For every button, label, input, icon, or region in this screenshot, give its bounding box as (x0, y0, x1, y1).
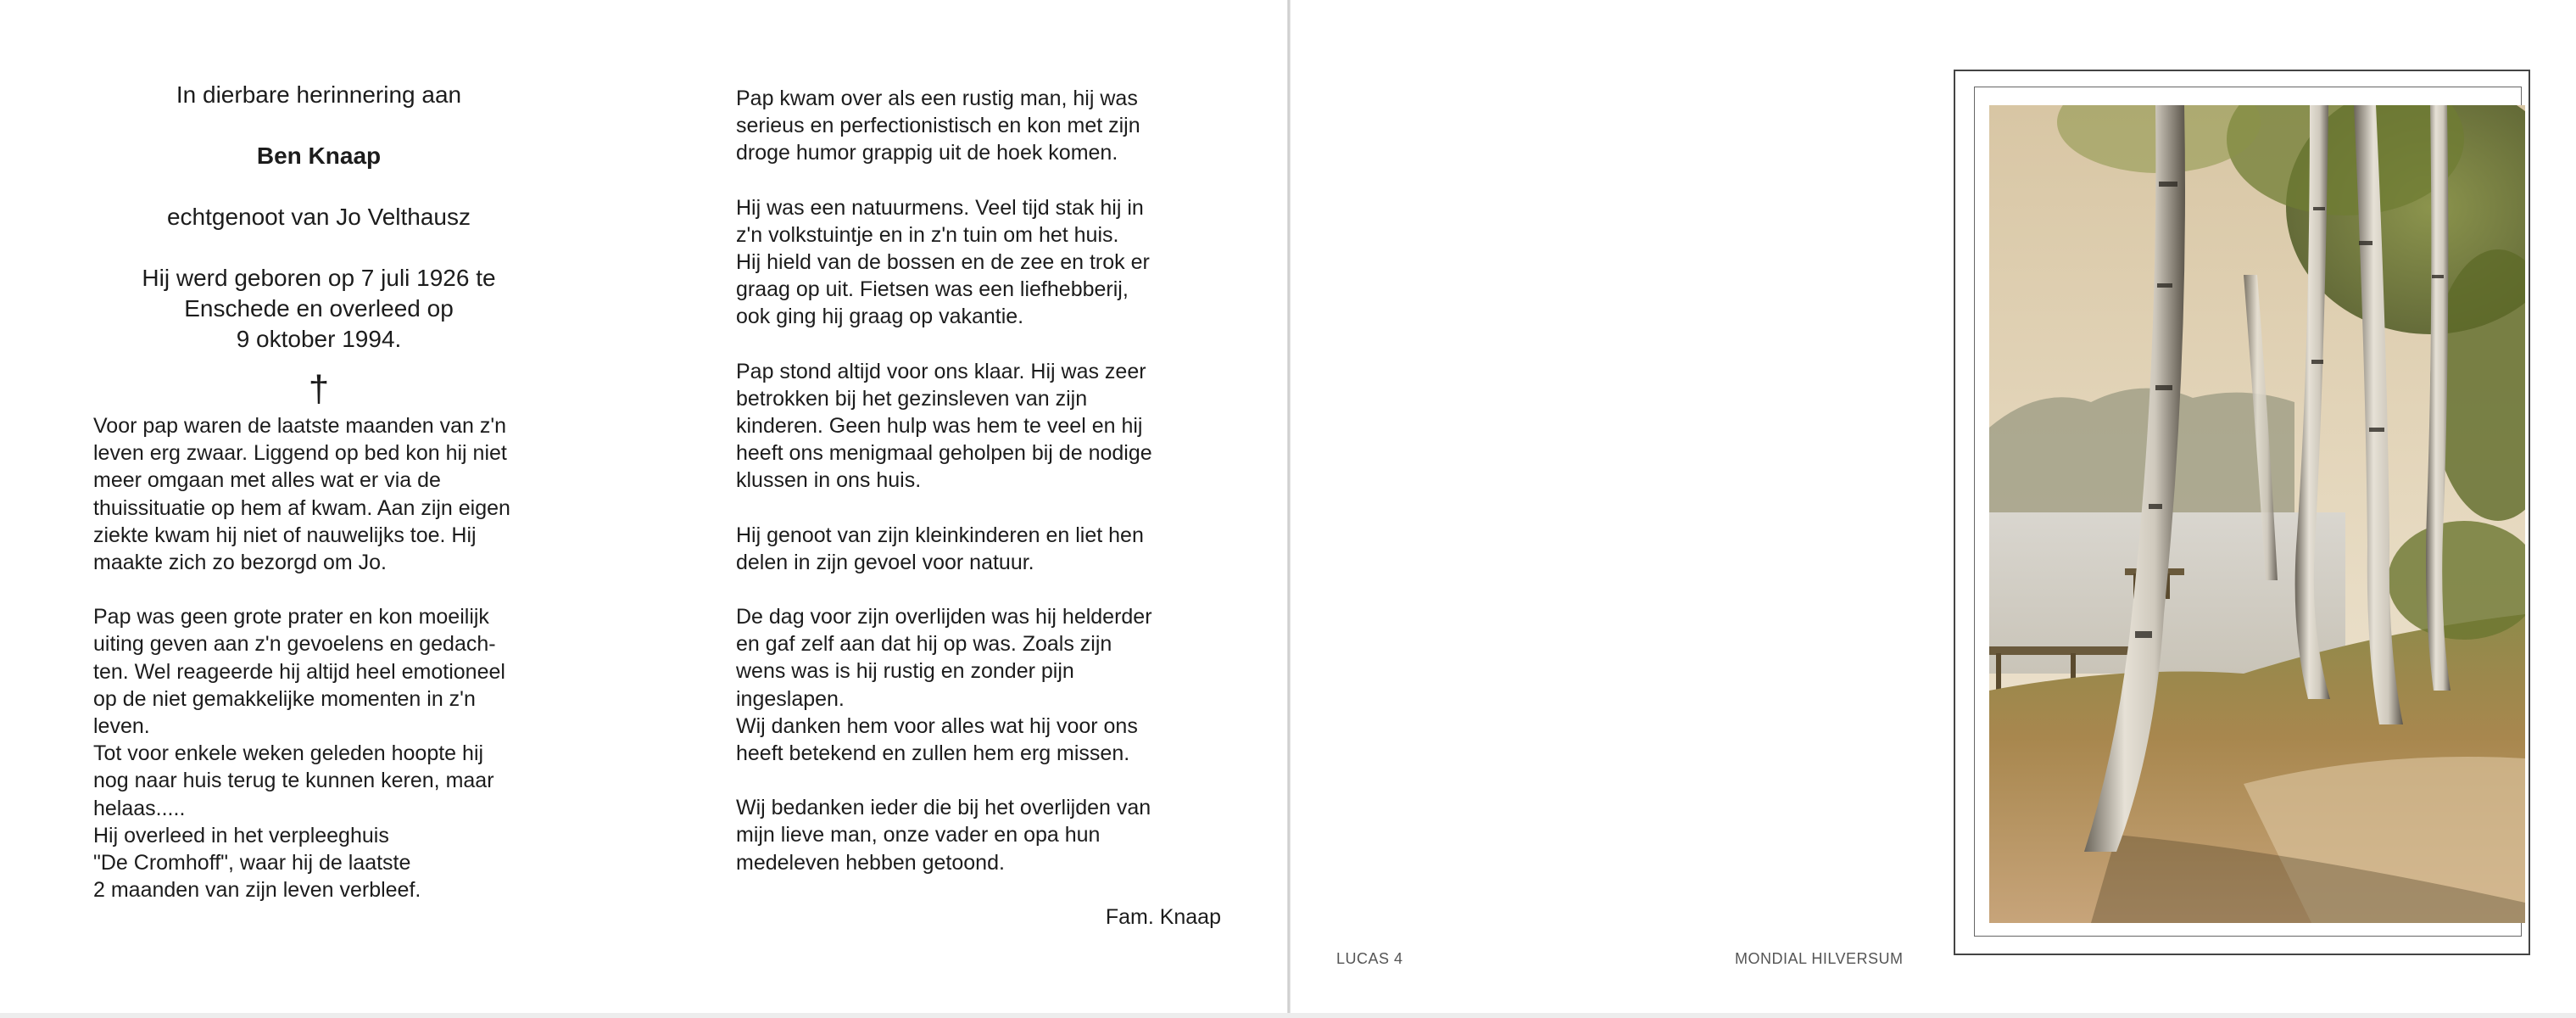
text-line: Hij hield van de bossen en de zee en trok er (736, 250, 1150, 275)
text-line: ingeslapen. (736, 686, 845, 711)
text-line: "De Cromhoff", waar hij de laatste (93, 851, 411, 875)
text-line: droge humor grappig uit de hoek komen. (736, 141, 1118, 165)
tribute-paragraph (736, 358, 1211, 495)
text-line: leven erg zwaar. Liggend op bed kon hij niet (93, 441, 507, 466)
text-line: nog naar huis terug te kunnen keren, maar (93, 769, 494, 793)
text-line: op de niet gemakkelijke momenten in z'n (93, 686, 476, 711)
text-line: graag op uit. Fietsen was een liefhebberij, (736, 277, 1129, 302)
birth-line: Enschede en overleed op (184, 295, 454, 322)
text-line: ziekte kwam hij niet of nauwelijks toe. Hij (93, 523, 477, 547)
text-line: Pap was geen grote prater en kon moeilijk (93, 605, 489, 629)
text-line: serieus en perfectionistisch en kon met zijn (736, 114, 1140, 138)
text-line: meer omgaan met alles wat er via de (93, 468, 441, 493)
text-line: betrokken bij het gezinsleven van zijn (736, 386, 1088, 411)
tribute-paragraph (736, 794, 1211, 876)
deceased-name: Ben Knaap (256, 143, 382, 169)
birch-lake-photo (1989, 105, 2525, 923)
birth-line: 9 oktober 1994. (236, 326, 402, 352)
text-line: klussen in ons huis. (736, 468, 922, 493)
text-line: Hij was een natuurmens. Veel tijd stak hij in (736, 195, 1144, 220)
text-line: heeft ons menigmaal geholpen bij de nodige (736, 441, 1152, 466)
text-column-left (90, 80, 548, 931)
text-line: en gaf zelf aan dat hij op was. Zoals zijn (736, 632, 1112, 657)
text-line: Hij overleed in het verpleeghuis (93, 823, 389, 847)
text-line: thuissituatie op hem af kwam. Aan zijn eigen (93, 495, 510, 520)
text-line: Wij danken hem voor alles wat hij voor ons (736, 713, 1138, 738)
tribute-paragraph (93, 603, 548, 903)
memorial-intro: In dierbare herinnering aan (176, 81, 462, 108)
text-line: Pap stond altijd voor ons klaar. Hij was zeer (736, 359, 1146, 383)
text-line: helaas..... (93, 796, 186, 820)
tribute-paragraph (93, 412, 548, 576)
text-line: kinderen. Geen hulp was hem te veel en hij (736, 414, 1143, 439)
spouse-line: echtgenoot van Jo Velthausz (166, 204, 471, 230)
text-line: ten. Wel reageerde hij altijd heel emotioneel (93, 659, 505, 684)
text-line: medeleven hebben getoond. (736, 850, 1005, 875)
text-line: uiting geven aan z'n gevoelens en gedach- (93, 632, 496, 657)
text-line: wens was is hij rustig en zonder pijn (736, 659, 1074, 684)
birth-death-dates (90, 263, 548, 355)
card-bottom-edge (0, 1013, 2576, 1018)
text-line: mijn lieve man, onze vader en opa hun (736, 823, 1101, 847)
card-code: LUCAS 4 (1336, 950, 1403, 967)
text-line: delen in zijn gevoel voor natuur. (736, 550, 1034, 574)
text-line: leven. (93, 714, 150, 739)
tribute-paragraph (736, 194, 1211, 331)
family-signature: Fam. Knaap (1105, 904, 1221, 929)
cross-icon: † (308, 368, 330, 410)
text-line: heeft betekend en zullen hem erg missen. (736, 741, 1130, 766)
text-line: Wij bedanken ieder die bij het overlijden van (736, 796, 1151, 820)
text-line: Pap kwam over als een rustig man, hij was (736, 87, 1138, 110)
tribute-paragraph (736, 85, 1211, 167)
text-line: 2 maanden van zijn leven verbleef. (93, 878, 421, 903)
tribute-paragraph (736, 603, 1211, 767)
text-line: z'n volkstuintje en in z'n tuin om het huis. (736, 222, 1119, 247)
text-line: Voor pap waren de laatste maanden van z'n (93, 414, 507, 438)
text-line: ook ging hij graag op vakantie. (736, 305, 1024, 329)
tribute-text-left (93, 412, 548, 903)
text-line: Hij genoot van zijn kleinkinderen en liet hen (736, 523, 1144, 547)
text-line: Tot voor enkele weken geleden hoopte hij (93, 741, 484, 766)
text-column-right (736, 85, 1221, 931)
tribute-text-right (736, 85, 1211, 876)
tribute-paragraph (736, 522, 1211, 576)
printer-name: MONDIAL HILVERSUM (1735, 950, 1904, 967)
text-line: maakte zich zo bezorgd om Jo. (93, 551, 387, 575)
text-line: De dag voor zijn overlijden was hij helderder (736, 605, 1152, 629)
birth-line: Hij werd geboren op 7 juli 1926 te (142, 265, 496, 291)
